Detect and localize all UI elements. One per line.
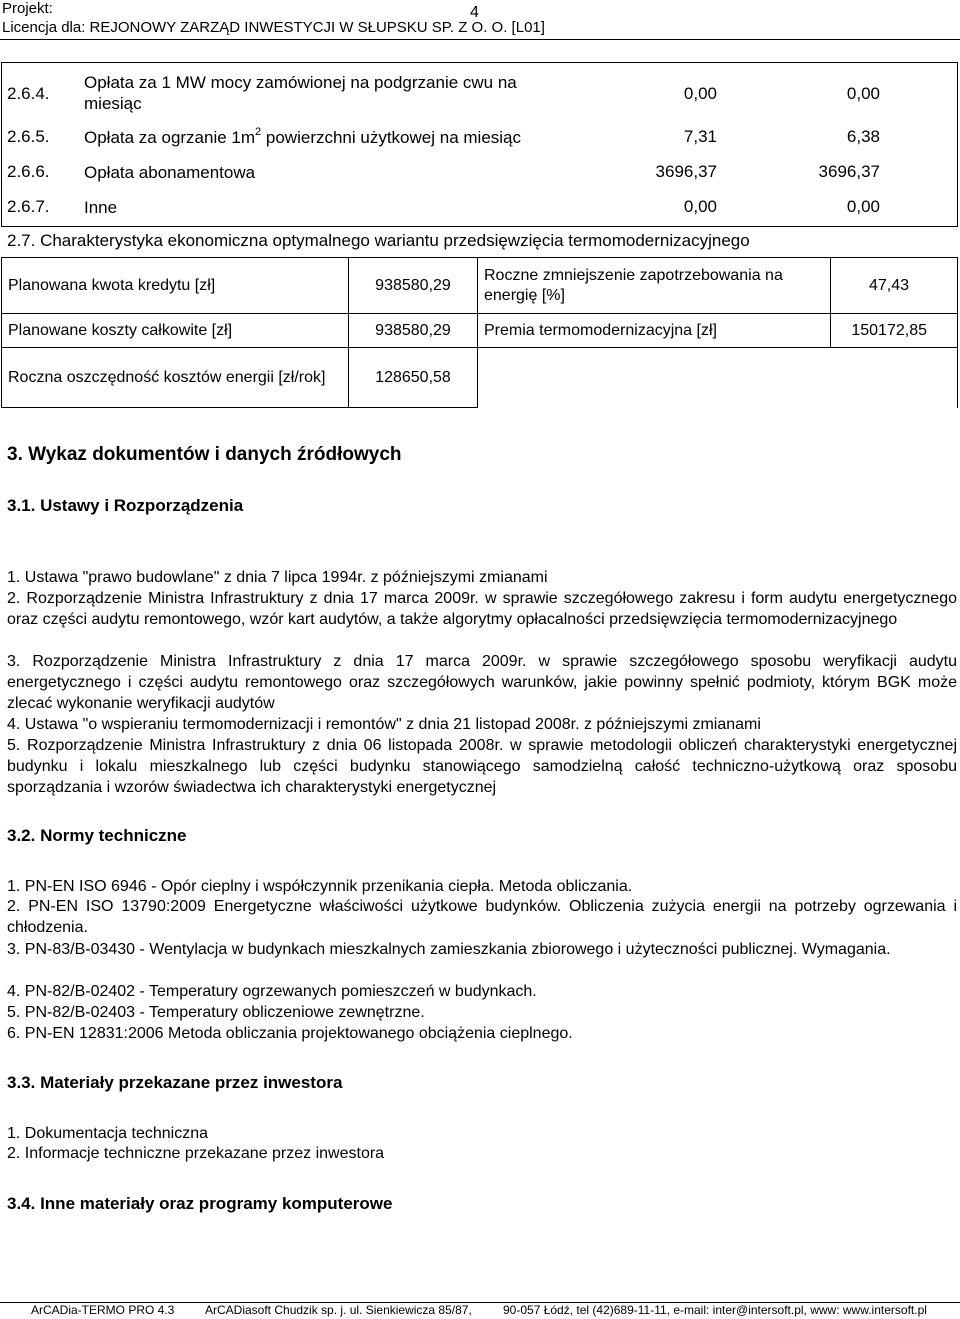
section-heading-3-2: 3.2. Normy techniczne: [7, 826, 187, 845]
econ-label: Roczne zmniejszenie zapotrzebowania na energię [%]: [478, 258, 831, 314]
material-item: 1. Dokumentacja techniczna: [7, 1125, 208, 1142]
norm-item: 4. PN-82/B-02402 - Temperatury ogrzewanych pomieszczeń w budynkach.: [7, 983, 537, 1000]
fee-row-description: Opłata abonamentowa: [84, 163, 256, 182]
section-heading-2-7: 2.7. Charakterystyka ekonomiczna optymalnego wariantu przedsięwzięcia termomodernizacyjnego: [7, 231, 750, 250]
norm-item: 1. PN-EN ISO 6946 - Opór cieplny i współczynnik przenikania ciepła. Metoda obliczania.: [7, 878, 633, 895]
econ-value: 938580,29: [349, 314, 478, 348]
fee-row-description: Opłata za ogrzanie $1m^2$ powierzchni użytkowej na miesiąc: [84, 126, 522, 147]
econ-empty-cell: [478, 348, 831, 408]
econ-value: 128650,58: [349, 348, 478, 408]
econ-value: 938580,29: [349, 258, 478, 314]
fee-row-value-1: 0,00: [683, 197, 717, 216]
fee-row-number: 2.6.4.: [7, 84, 50, 103]
econ-value: 47,43: [831, 258, 958, 314]
material-item: 2. Informacje techniczne przekazane przez inwestora: [7, 1145, 385, 1162]
fee-row-value-2: 0,00: [846, 84, 880, 103]
section-heading-3: 3. Wykaz dokumentów i danych źródłowych: [7, 444, 402, 465]
fee-row-value-2: 0,00: [846, 197, 880, 216]
fee-row-value-2: 6,38: [846, 127, 880, 146]
section-heading-3-1: 3.1. Ustawy i Rozporządzenia: [7, 496, 244, 515]
fee-row-value-2: 3696,37: [818, 162, 880, 181]
fee-row-value-1: 3696,37: [655, 162, 717, 181]
econ-label: Planowana kwota kredytu [zł]: [2, 258, 349, 314]
economic-table: [1, 257, 958, 408]
project-label: Projekt:: [2, 0, 53, 17]
fee-row-description: Inne: [84, 198, 118, 217]
footer-address: 90-057 Łódź, tel (42)689-11-11, e-mail: inter@intersoft.pl, www: www.intersoft.pl: [503, 1303, 927, 1317]
license-text: Licencja dla: REJONOWY ZARZĄD INWESTYCJI W SŁUPSKU SP. Z O. O. [L01]: [2, 19, 545, 36]
header-divider: [0, 39, 960, 40]
econ-empty-cell: [831, 348, 958, 408]
econ-label: Premia termomodernizacyjna [zł]: [478, 314, 831, 348]
norm-item: 5. PN-82/B-02403 - Temperatury obliczeniowe zewnętrzne.: [7, 1004, 425, 1021]
norm-item: 3. PN-83/B-03430 - Wentylacja w budynkach mieszkalnych zamieszkania zbiorowego i użyteczności publicznej. Wymagania.: [7, 941, 891, 958]
econ-label: Roczna oszczędność kosztów energii [zł/rok]: [2, 348, 349, 408]
norm-item: 2. PN-EN ISO 13790:2009 Energetyczne właściwości użytkowe budynków. Obliczenia zużycia energii na potrzeby ogrzewania i chłodzenia.: [7, 898, 957, 936]
law-item: 4. Ustawa "o wspieraniu termomodernizacji i remontów" z dnia 21 listopad 2008r. z późniejszymi zmianami: [7, 716, 761, 733]
law-item: 3. Rozporządzenie Ministra Infrastruktury z dnia 17 marca 2009r. w sprawie szczegółowego sposobu weryfikacji audytu energetycznego i części audytu remontowego oraz szczegółowych warunków, jakie powinny spełnić podmioty, którym BGK może zlecać wykonanie weryfikacji audytów: [7, 653, 957, 712]
fee-row-number: 2.6.6.: [7, 162, 50, 181]
econ-value: 150172,85: [831, 314, 958, 348]
section-heading-3-3: 3.3. Materiały przekazane przez inwestora: [7, 1073, 343, 1092]
fee-row-number: 2.6.5.: [7, 127, 50, 146]
page-number: 4: [470, 4, 479, 21]
fee-row-description: Opłata za 1 MW mocy zamówionej na podgrzanie cwu na miesiąc: [84, 73, 517, 113]
law-item: 2. Rozporządzenie Ministra Infrastruktury z dnia 17 marca 2009r. w sprawie szczegółowego zakresu i form audytu energetycznego oraz części audytu remontowego, wzór kart audytów, a także algorytmy opłacalności przedsięwzięcia termomodernizacyjnego: [7, 590, 957, 628]
fee-row-value-1: 7,31: [683, 127, 717, 146]
footer-company: ArCADiasoft Chudzik sp. j. ul. Sienkiewicza 85/87,: [205, 1303, 472, 1317]
fee-row-number: 2.6.7.: [7, 197, 50, 216]
footer-program: ArCADia-TERMO PRO 4.3: [31, 1303, 175, 1317]
norm-item: 6. PN-EN 12831:2006 Metoda obliczania projektowanego obciążenia cieplnego.: [7, 1025, 573, 1042]
section-heading-3-4: 3.4. Inne materiały oraz programy komputerowe: [7, 1194, 393, 1213]
fee-row-value-1: 0,00: [683, 84, 717, 103]
econ-label: Planowane koszty całkowite [zł]: [2, 314, 349, 348]
law-item: 5. Rozporządzenie Ministra Infrastruktury z dnia 06 listopada 2008r. w sprawie metodologii obliczeń charakterystyki energetycznej budynku i lokalu mieszkalnego lub części budynku stanowiącego samodzielną całość techniczno-użytkową oraz sposobu sporządzania i wzorów świadectwa ich charakterystyki energetycznej: [7, 737, 957, 796]
law-item: 1. Ustawa "prawo budowlane" z dnia 7 lipca 1994r. z późniejszymi zmianami: [7, 569, 548, 586]
